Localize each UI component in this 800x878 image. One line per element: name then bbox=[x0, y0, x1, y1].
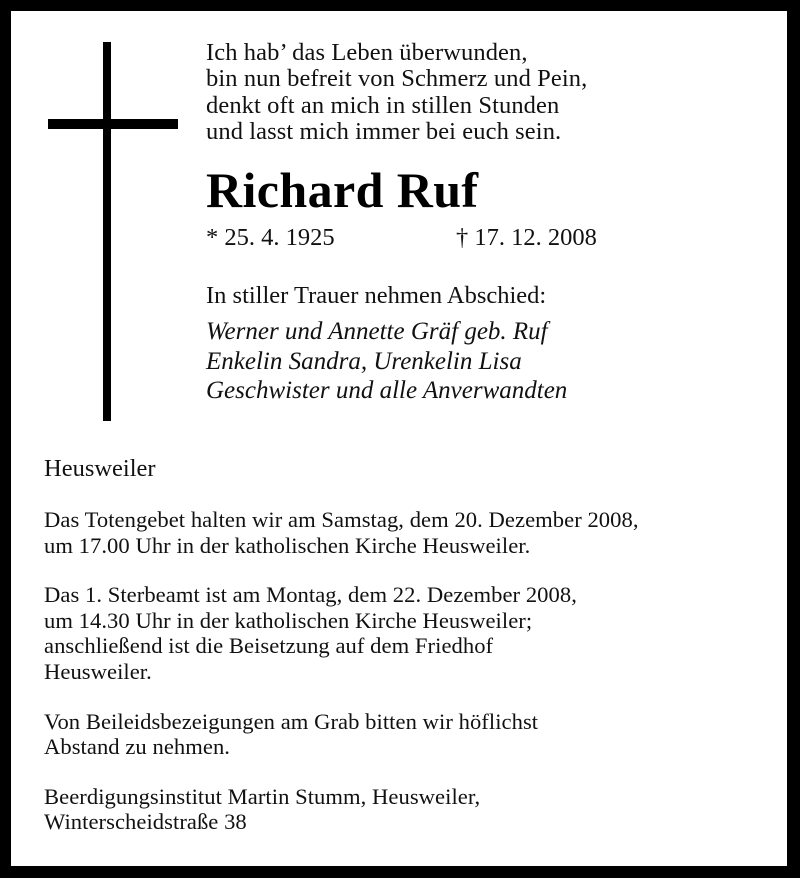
mourner-line: Enkelin Sandra, Urenkelin Lisa bbox=[206, 347, 522, 375]
verse-line: und lasst mich immer bei euch sein. bbox=[206, 117, 562, 145]
paragraph-line: Das Totengebet halten wir am Samstag, dem 20. Dezember 2008, bbox=[44, 507, 639, 532]
verse-line: Ich hab’ das Leben überwunden, bbox=[206, 39, 528, 66]
mourner-line: Werner und Annette Gräf geb. Ruf bbox=[206, 318, 548, 346]
obituary-header-text bbox=[206, 11, 787, 406]
verse-line: bin nun befreit von Schmerz und Pein, bbox=[206, 65, 588, 93]
verse-line: denkt oft an mich in stillen Stunden bbox=[206, 91, 560, 119]
requiem-mass-paragraph bbox=[44, 558, 787, 684]
paragraph-line: um 17.00 Uhr in der katholischen Kirche Heusweiler. bbox=[44, 532, 531, 558]
funeral-home-paragraph bbox=[44, 760, 787, 835]
paragraph-line: Abstand zu nehmen. bbox=[44, 734, 230, 760]
mourning-intro: In stiller Trauer nehmen Abschied: bbox=[206, 282, 547, 310]
birth-date: * 25. 4. 1925 bbox=[206, 224, 335, 252]
place-name: Heusweiler bbox=[44, 455, 156, 482]
death-date: † 17. 12. 2008 bbox=[456, 224, 597, 252]
life-dates bbox=[206, 218, 787, 252]
cross-vertical-bar bbox=[103, 42, 111, 421]
paragraph-line: anschließend ist die Beisetzung auf dem Friedhof bbox=[44, 633, 494, 659]
deceased-name: Richard Ruf bbox=[206, 162, 479, 219]
memorial-verse bbox=[206, 11, 787, 145]
latin-cross-icon bbox=[11, 11, 206, 431]
condolence-request-paragraph bbox=[44, 685, 787, 760]
mourner-line: Geschwister und alle Anverwandten bbox=[206, 377, 568, 405]
paragraph-line: Heusweiler. bbox=[44, 658, 152, 684]
cross-horizontal-bar bbox=[48, 119, 178, 129]
paragraph-line: Von Beileidsbezeigungen am Grab bitten wir höflichst bbox=[44, 708, 539, 734]
paragraph-line: Das 1. Sterbeamt ist am Montag, dem 22. Dezember 2008, bbox=[44, 582, 577, 608]
obituary-card bbox=[11, 11, 787, 866]
paragraph-line: um 14.30 Uhr in der katholischen Kirche Heusweiler; bbox=[44, 607, 533, 633]
prayer-service-paragraph bbox=[44, 483, 787, 558]
obituary-details-section bbox=[11, 431, 787, 835]
paragraph-line: Winterscheidstraße 38 bbox=[44, 809, 247, 835]
paragraph-line: Beerdigungsinstitut Martin Stumm, Heusweiler, bbox=[44, 783, 481, 809]
mourners-list bbox=[206, 310, 787, 406]
obituary-header-section bbox=[11, 11, 787, 431]
